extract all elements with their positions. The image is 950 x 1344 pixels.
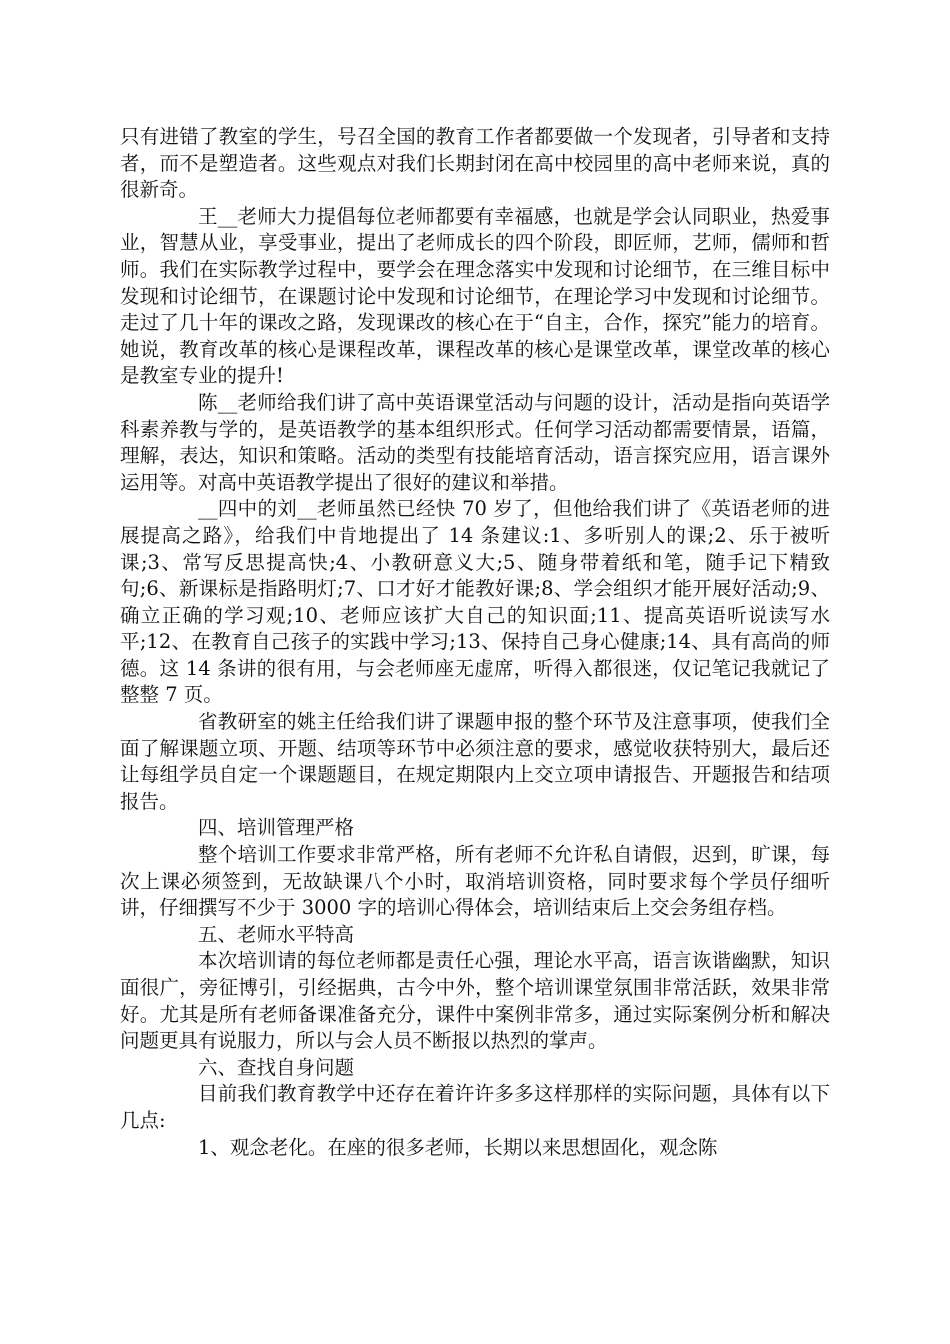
- paragraph: 目前我们教育教学中还存在着许许多多这样那样的实际问题，具体有以下几点:: [120, 1082, 830, 1132]
- paragraph: 1、观念老化。在座的很多老师，长期以来思想固化，观念陈: [198, 1135, 718, 1159]
- section-heading: 四、培训管理严格: [198, 816, 355, 840]
- paragraph: 只有进错了教室的学生，号召全国的教育工作者都要做一个发现者，引导者和支持者，而不是塑造者。这些观点对我们长期封闭在高中校园里的高中老师来说，真的很新奇。: [120, 125, 830, 202]
- document-body: [120, 124, 830, 1161]
- paragraph: 省教研室的姚主任给我们讲了课题申报的整个环节及注意事项，使我们全面了解课题立项、开题、结项等环节中必须注意的要求，感觉收获特别大，最后还让每组学员自定一个课题题目，在规定期限内上交立项申请报告、开题报告和结项报告。: [120, 710, 830, 813]
- paragraph: 本次培训请的每位老师都是责任心强，理论水平高，语言诙谐幽默，知识面很广，旁征博引，引经据典，古今中外，整个培训课堂氛围非常活跃，效果非常好。尤其是所有老师备课准备充分，课件中案例非常多，通过实际案例分析和解决问题更具有说服力，所以与会人员不断报以热烈的掌声。: [120, 949, 830, 1053]
- paragraph: 王__老师大力提倡每位老师都要有幸福感，也就是学会认同职业，热爱事业，智慧从业，享受事业，提出了老师成长的四个阶段，即匠师，艺师，儒师和哲师。我们在实际教学过程中，要学会在理念落实中发现和讨论细节，在三维目标中发现和讨论细节，在课题讨论中发现和讨论细节，在理论学习中发现和讨论细节。走过了几十年的课改之路，发现课改的核心在于“自主，合作，探究”能力的培育。她说，教育改革的核心是课程改革，课程改革的核心是课堂改革，课堂改革的核心是教室专业的提升!: [120, 204, 830, 388]
- section-heading: 五、老师水平特高: [198, 922, 355, 946]
- paragraph: __四中的刘__老师虽然已经快 70 岁了，但他给我们讲了《英语老师的进展提高之路》，给我们中肯地提出了 14 条建议:1、多听别人的课;2、乐于被听课;3、常写反思提高快;4、小教研意义大;5、随身带着纸和笔，随手记下精致句;6、新课标是指路明灯;7、口才好才能教好课;8、学会组织才能开展好活动;9、确立正确的学习观;10、老师应该扩大自己的知识面;11、提高英语听说读写水平;12、在教育自己孩子的实践中学习;13、保持自己身心健康;14、具有高尚的师德。这 14 条讲的很有用，与会老师座无虚席，听得入都很迷，仅记笔记我就记了整整 7 页。: [120, 497, 830, 707]
- paragraph: 陈__老师给我们讲了高中英语课堂活动与问题的设计，活动是指向英语学科素养教与学的，是英语教学的基本组织形式。任何学习活动都需要情景，语篇，理解，表达，知识和策略。活动的类型有技能培育活动，语言探究应用，语言课外运用等。对高中英语教学提出了很好的建议和举措。: [120, 390, 830, 494]
- section-heading: 六、查找自身问题: [198, 1055, 355, 1079]
- paragraph: 整个培训工作要求非常严格，所有老师不允许私自请假，迟到，旷课，每次上课必须签到，无故缺课八个小时，取消培训资格，同时要求每个学员仔细听讲，仔细撰写不少于 3000 字的培训心得体会，培训结束后上交会务组存档。: [120, 843, 830, 920]
